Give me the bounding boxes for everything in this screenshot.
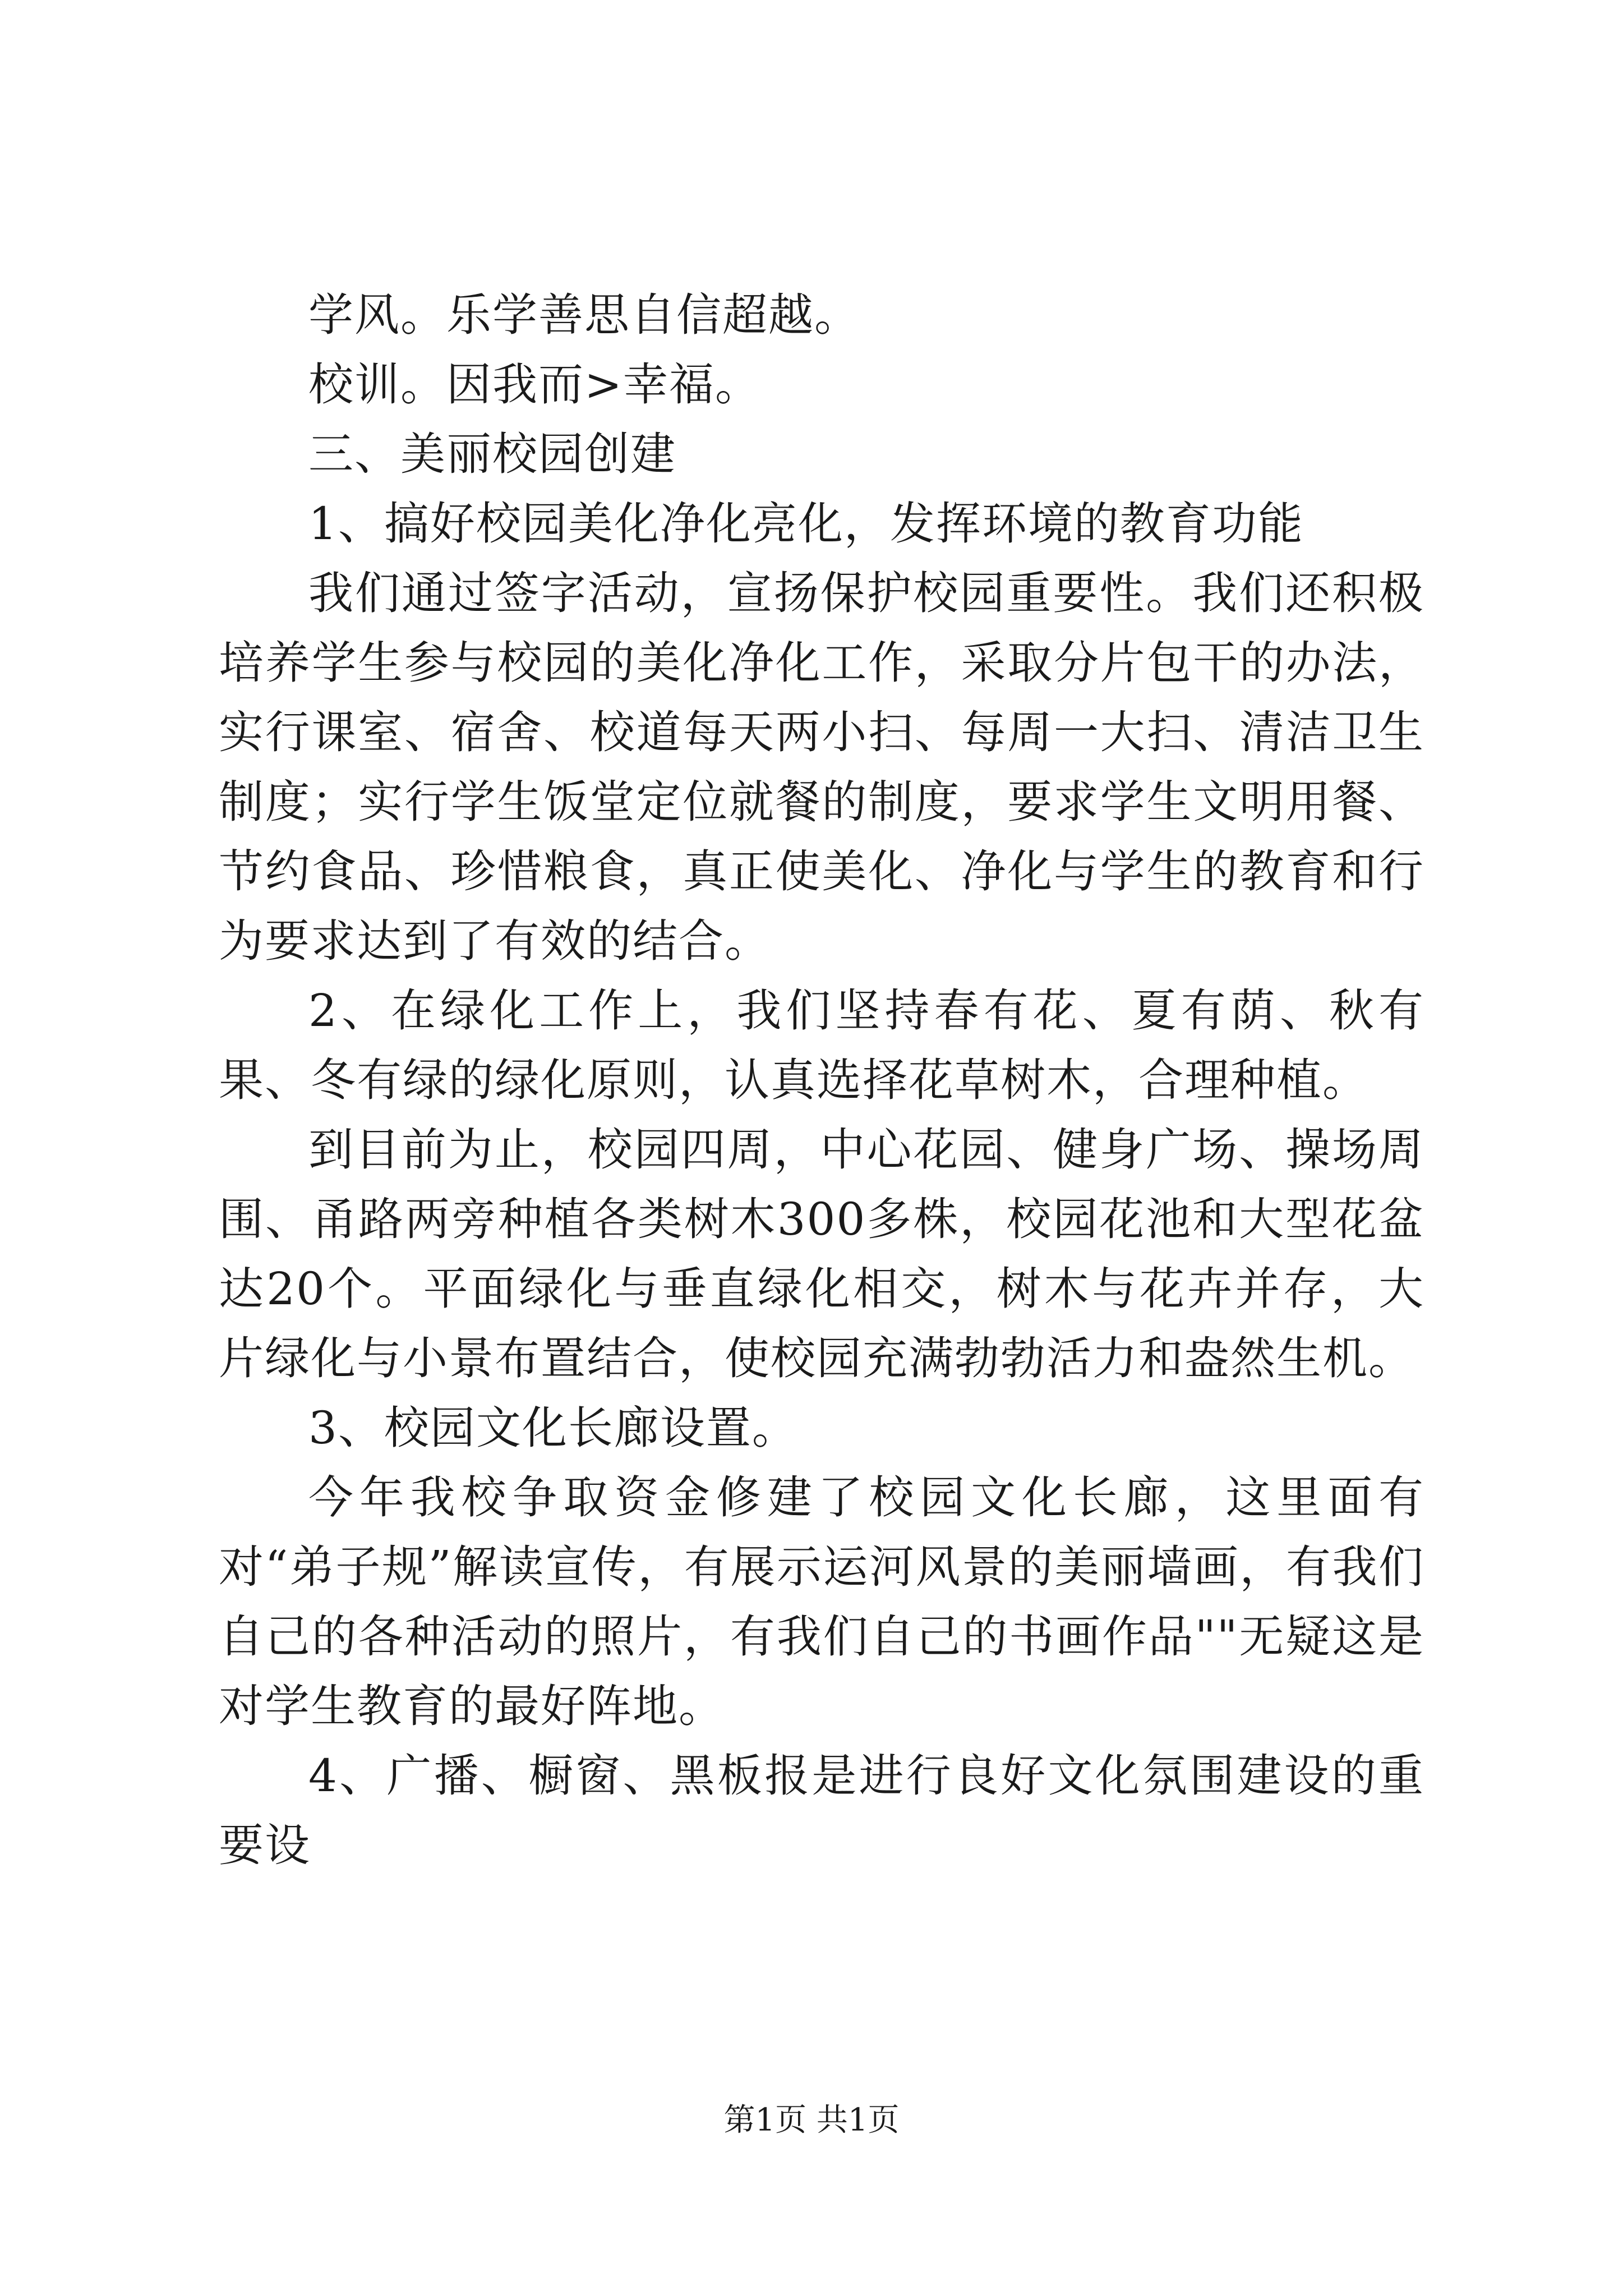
paragraph-school-motto: 校训。因我而>幸福。 [308, 358, 762, 411]
paragraph-study-style: 学风。乐学善思自信超越。 [308, 289, 860, 341]
paragraph-culture-corridor: 今年我校争取资金修建了校园文化长廊，这里面有对“弟子规”解读宣传，有展示运河风景的美丽墙画，有我们自己的各种活动的照片，有我们自己的书画作品""无疑这是对学生教育的最好阵地。 [219, 1471, 1424, 1732]
paragraph-planting-status: 到目前为止，校园四周，中心花园、健身广场、操场周围、甬路两旁种植各类树木300多株，校园花池和大型花盆达20个。平面绿化与垂直绿化相交，树木与花卉并存，大片绿化与小景布置结合，使校园充满勃勃活力和盎然生机。 [219, 1124, 1424, 1384]
paragraph-greening-work: 2、在绿化工作上，我们坚持春有花、夏有荫、秋有果、冬有绿的绿化原则，认真选择花草树木，合理种植。 [219, 984, 1424, 1106]
subheading-beautify-campus: 1、搞好校园美化净化亮化，发挥环境的教育功能 [308, 498, 1304, 550]
paragraph-broadcast-windows: 4、广播、橱窗、黑板报是进行良好文化氛围建设的重要设 [219, 1750, 1424, 1871]
paragraph-signing-activity: 我们通过签字活动，宣扬保护校园重要性。我们还积极培养学生参与校园的美化净化工作，采取分片包干的办法，实行课室、宿舍、校道每天两小扫、每周一大扫、清洁卫生制度；实行学生饭堂定位就餐的制度，要求学生文明用餐、节约食品、珍惜粮食，真正使美化、净化与学生的教育和行为要求达到了有效的结合。 [219, 567, 1424, 967]
document-body [219, 280, 1424, 1880]
section-heading-campus-creation: 三、美丽校园创建 [308, 428, 676, 480]
page-footer: 第1页 共1页 [723, 2102, 900, 2138]
subheading-culture-corridor: 3、校园文化长廊设置。 [308, 1402, 798, 1454]
